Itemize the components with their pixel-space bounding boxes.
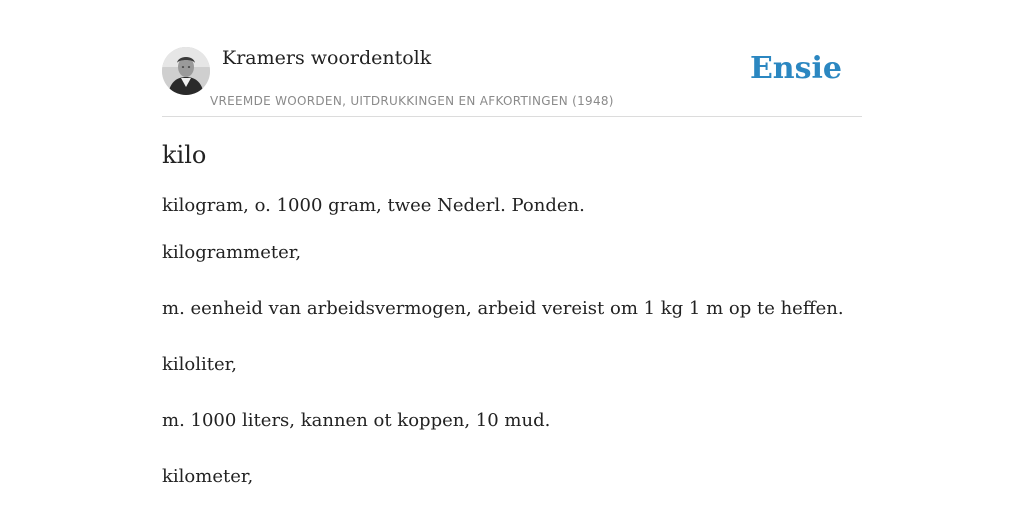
portrait-icon[interactable] — [162, 47, 210, 95]
definition-line: m. eenheid van arbeidsvermogen, arbeid vereist om 1 kg 1 m op te heffen. — [162, 298, 844, 319]
source-header — [162, 0, 862, 117]
entry-title: kilo — [162, 141, 207, 169]
definition-line: kilogrammeter, — [162, 242, 302, 263]
ensie-logo-link[interactable]: Ensie — [749, 51, 842, 86]
definition-line: kilogram, o. 1000 gram, twee Nederl. Ponden. — [162, 195, 585, 216]
source-subtitle: VREEMDE WOORDEN, UITDRUKKINGEN EN AFKORTINGEN (1948) — [210, 94, 614, 108]
definition-line: m. 1000 liters, kannen ot koppen, 10 mud. — [162, 410, 551, 431]
definition-line: kilometer, — [162, 466, 254, 487]
definition-line: kiloliter, — [162, 354, 238, 375]
source-title[interactable]: Kramers woordentolk — [222, 47, 432, 69]
